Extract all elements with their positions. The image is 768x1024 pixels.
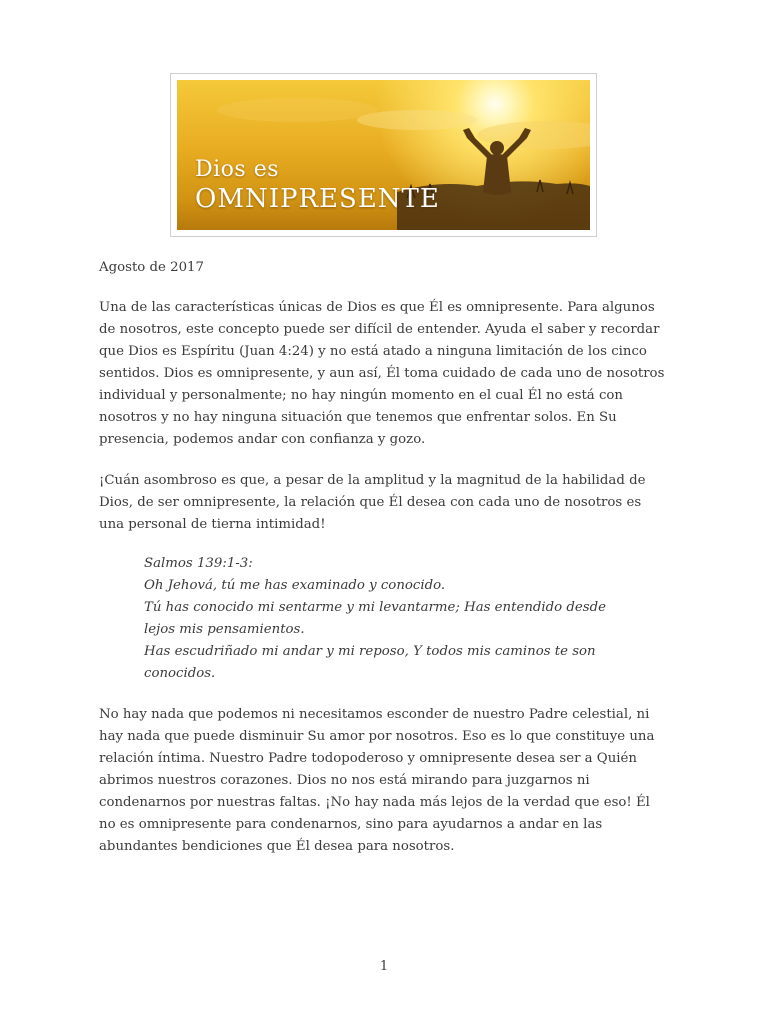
banner-title-line2: OMNIPRESENTE [195, 184, 440, 214]
page-number: 1 [379, 959, 389, 974]
banner-frame [170, 73, 597, 237]
document-date: Agosto de 2017 [99, 260, 204, 275]
banner-title-line1: Dios es [195, 157, 280, 182]
quote-reference: Salmos 139:1-3: [144, 556, 253, 571]
quote-line-3: Has escudriñado mi andar y mi reposo, Y todos mis caminos te son conocidos. [144, 644, 596, 681]
paragraph-2: ¡Cuán asombroso es que, a pesar de la amplitud y la magnitud de la habilidad de Dios, de ser omnipresente, la relación que Él desea con cada uno de nosotros es una personal de tierna intimidad! [99, 473, 646, 532]
paragraph-3: No hay nada que podemos ni necesitamos esconder de nuestro Padre celestial, ni hay nada que puede disminuir Su amor por nosotros. Eso es lo que constituye una relación íntima. Nuestro Padre todopoderoso y omnipresente desea ser a Quién abrimos nuestros corazones. Dios no nos está mirando para juzgarnos ni condenarnos por nuestras faltas. ¡No hay nada más lejos de la verdad que eso! Él no es omnipresente para condenarnos, sino para ayudarnos a andar en las abundantes bendiciones que Él desea para nosotros. [99, 707, 655, 854]
quote-line-1: Oh Jehová, tú me has examinado y conocido. [144, 578, 446, 593]
banner-image [177, 80, 590, 230]
paragraph-1: Una de las características únicas de Dios es que Él es omnipresente. Para algunos de nosotros, este concepto puede ser difícil de entender. Ayuda el saber y recordar que Dios es Espíritu (Juan 4:24) y no está atado a ninguna limitación de los cinco sentidos. Dios es omnipresente, y aun así, Él toma cuidado de cada uno de nosotros individual y personalmente; no hay ningún momento en el cual Él no está con nosotros y no hay ninguna situación que tenemos que enfrentar solos. En Su presencia, podemos andar con confianza y gozo. [99, 300, 665, 447]
quote-line-2: Tú has conocido mi sentarme y mi levantarme; Has entendido desde lejos mis pensamientos. [144, 600, 606, 637]
